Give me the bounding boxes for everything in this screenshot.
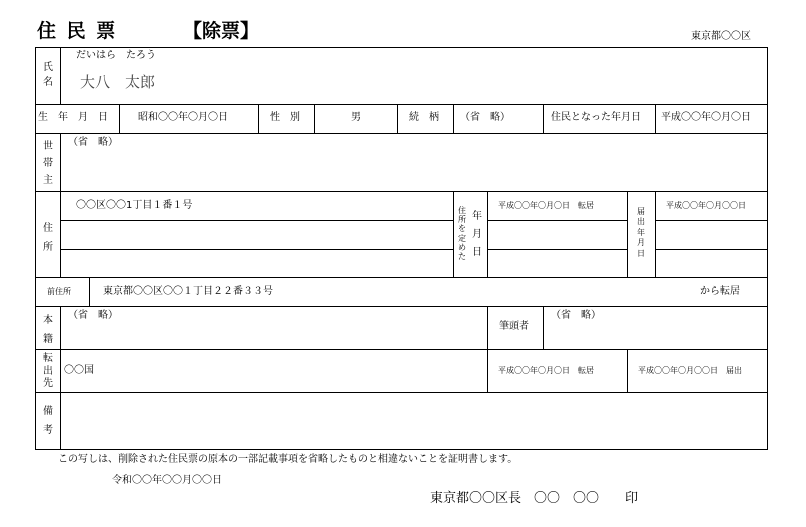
municipality-name: 東京都〇〇区 xyxy=(691,31,751,42)
name-label-char: 氏 xyxy=(43,62,53,73)
name-label-char: 名 xyxy=(43,77,53,88)
address-notified-label-char: 月 xyxy=(637,238,645,248)
birth-date-label: 生 年 月 日 xyxy=(38,112,108,123)
previous-address-value: 東京都〇〇区〇〇１丁目２２番３３号 xyxy=(103,286,273,297)
address-notified-label-char: 年 xyxy=(637,227,645,237)
household-label-char: 帯 xyxy=(43,158,53,169)
address-date-label-char: 年 xyxy=(472,211,482,222)
address-notified-value: 平成〇〇年〇月〇〇日 xyxy=(666,201,746,210)
address-date-value: 平成〇〇年〇月〇日 転居 xyxy=(498,201,594,210)
household-head-value: （省 略） xyxy=(68,137,118,148)
remarks-label xyxy=(37,402,59,440)
address-date-label-char: 月 xyxy=(472,229,482,240)
sex-value: 男 xyxy=(351,112,361,123)
address-notified-label xyxy=(632,207,650,259)
address-date-label-char: を xyxy=(458,224,466,234)
moveout-value: 〇〇国 xyxy=(64,365,94,376)
address-date-label xyxy=(456,206,468,261)
name-furigana: だいはら たろう xyxy=(76,50,156,61)
address-notified-label-char: 出 xyxy=(637,217,645,227)
address-label-char: 住 xyxy=(43,223,53,234)
issuer-signature: 東京都〇〇区長 〇〇 〇〇 印 xyxy=(430,491,639,506)
household-head-name-label: 筆頭者 xyxy=(499,321,529,332)
household-label-char: 主 xyxy=(43,175,53,186)
address-date-label-char: め xyxy=(458,242,466,252)
moveout-label-char: 転 xyxy=(43,353,53,364)
name-value: 大八 太郎 xyxy=(80,73,156,91)
address-date-label-ymd xyxy=(470,208,484,262)
previous-address-label: 前住所 xyxy=(47,287,71,296)
honseki-value: （省 略） xyxy=(68,310,118,321)
relation-value: （省 略） xyxy=(460,112,510,123)
moveout-label-char: 先 xyxy=(43,378,53,389)
moveout-date-value: 平成〇〇年〇月〇日 転居 xyxy=(498,366,594,375)
remarks-label-char: 備 xyxy=(43,406,53,417)
address-label-char: 所 xyxy=(43,242,53,253)
household-head-name-value: （省 略） xyxy=(551,310,601,321)
resident-since-value: 平成〇〇年〇月〇日 xyxy=(661,112,751,123)
honseki-label-char: 籍 xyxy=(43,334,53,345)
removed-record-note: 【除票】 xyxy=(183,20,260,42)
address-date-label-char: た xyxy=(458,251,466,261)
sex-label: 性 別 xyxy=(270,112,300,123)
address-value: 〇〇区〇〇1丁目１番１号 xyxy=(76,200,193,211)
household-head-label xyxy=(37,138,59,189)
address-date-label-char: 日 xyxy=(472,247,482,258)
moveout-label xyxy=(37,353,59,391)
address-notified-label-char: 届 xyxy=(637,207,645,216)
honseki-label-char: 本 xyxy=(43,315,53,326)
previous-address-suffix: から転居 xyxy=(700,286,740,297)
relation-label: 続 柄 xyxy=(409,112,439,123)
resident-since-label: 住民となった年月日 xyxy=(551,112,641,123)
moveout-notified-value: 平成〇〇年〇月〇〇日 届出 xyxy=(638,366,742,375)
address-date-label-char: 所 xyxy=(458,215,466,225)
certification-statement: この写しは、削除された住民票の原本の一部記載事項を省略したものと相違ないことを証明書します。 xyxy=(58,454,518,465)
address-date-label-char: 定 xyxy=(458,233,466,243)
form-outer-border xyxy=(36,48,768,450)
household-label-char: 世 xyxy=(43,141,53,152)
remarks-label-char: 考 xyxy=(43,425,53,436)
address-label xyxy=(37,219,59,257)
issue-date: 令和〇〇年〇〇月〇〇日 xyxy=(112,475,222,486)
address-date-label-char: 住 xyxy=(458,206,466,215)
address-notified-label-char: 日 xyxy=(637,248,645,258)
moveout-label-char: 出 xyxy=(43,365,53,377)
honseki-label xyxy=(37,311,59,349)
document-title: 住 民 票 xyxy=(37,20,118,42)
birth-date-value: 昭和〇〇年〇月〇日 xyxy=(138,112,228,123)
name-label xyxy=(37,60,59,90)
